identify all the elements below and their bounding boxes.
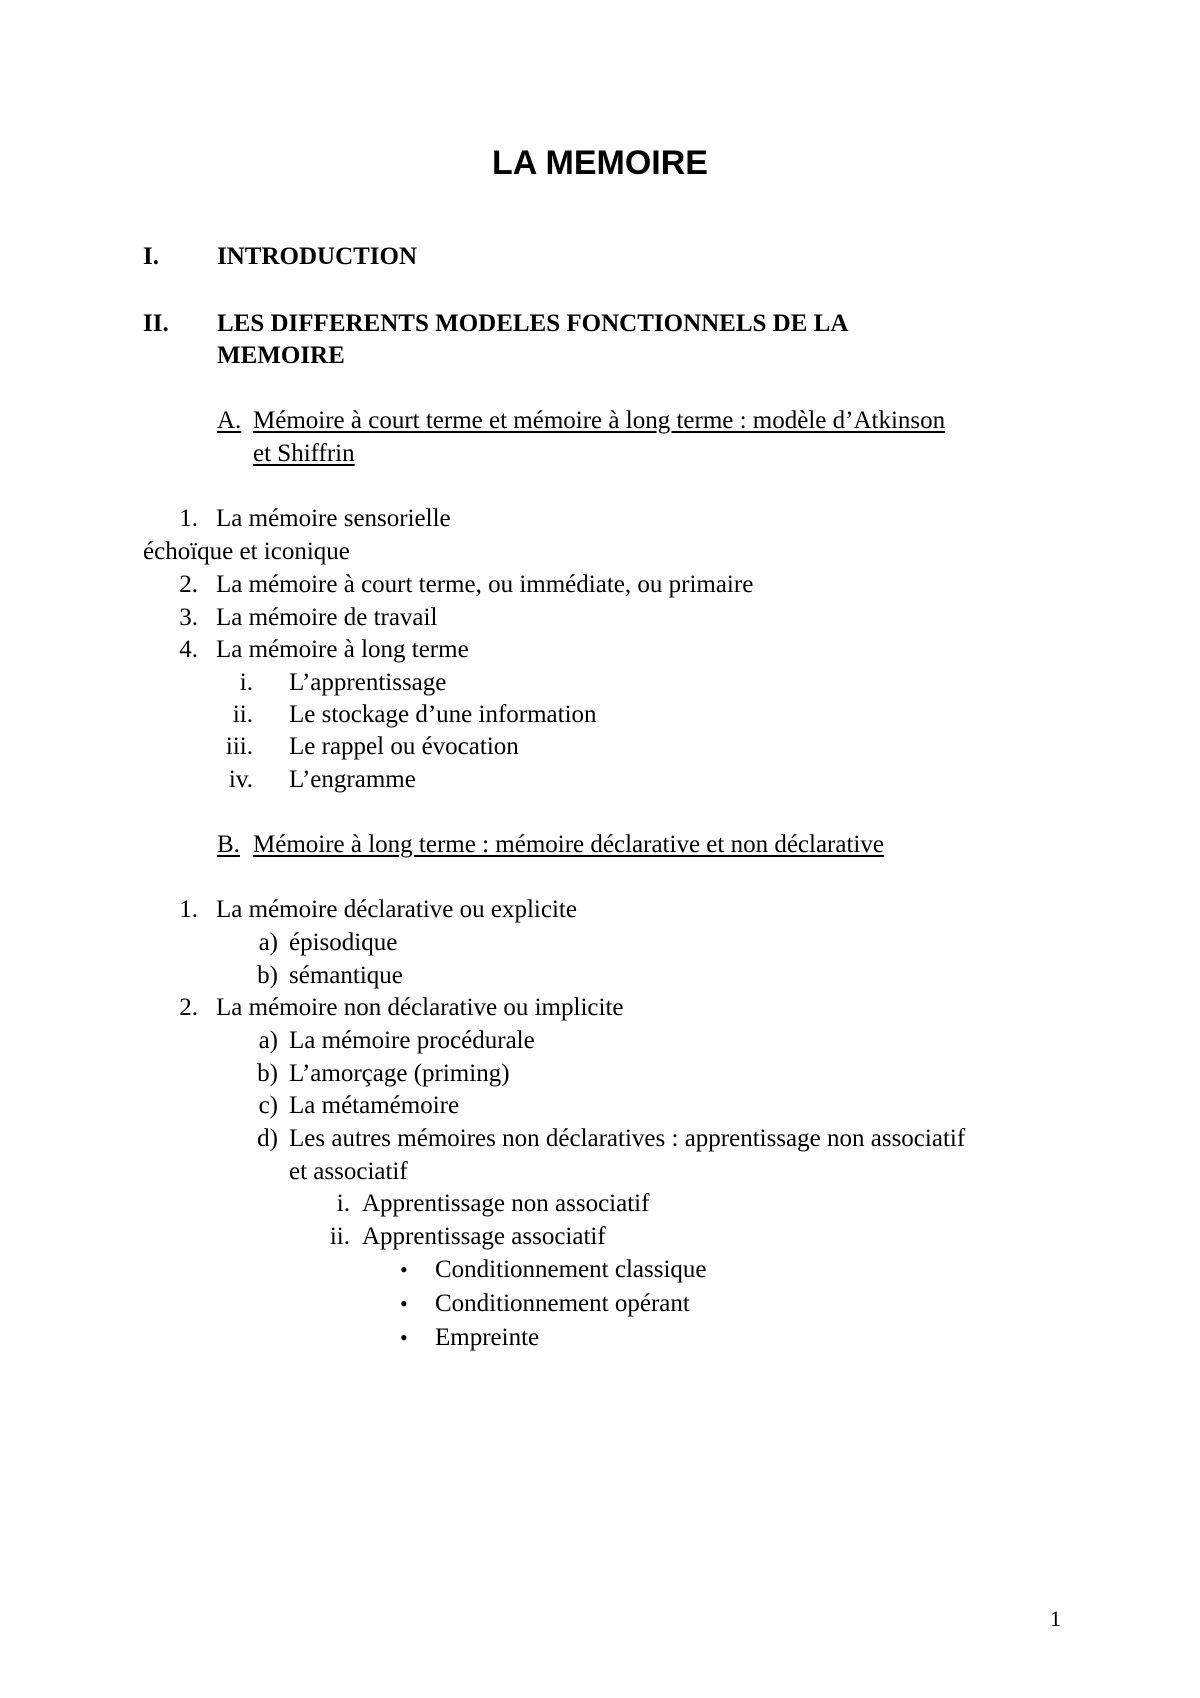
sub-list-item: L’amorçage (priming) — [289, 1060, 510, 1087]
sub-list-item-continuation: et associatif — [289, 1158, 408, 1185]
list-number: 2. — [179, 571, 198, 598]
list-item: La mémoire déclarative ou explicite — [216, 896, 577, 923]
list-item: La mémoire à court terme, ou immédiate, ou primaire — [216, 571, 754, 598]
list-number: 2. — [179, 994, 198, 1021]
subsection-a-heading-line1: Mémoire à court terme et mémoire à long terme : modèle d’Atkinson — [253, 407, 946, 434]
subsection-b-letter: B. — [217, 831, 240, 858]
roman-numeral: ii. — [329, 1223, 350, 1250]
list-number: 1. — [179, 505, 198, 532]
roman-numeral: i. — [336, 1190, 350, 1217]
letter-label: d) — [257, 1125, 278, 1152]
roman-numeral: ii. — [232, 701, 253, 728]
sub-list-item: épisodique — [289, 929, 398, 956]
sub-list-item: sémantique — [289, 962, 403, 989]
sub-list-item: Les autres mémoires non déclaratives : apprentissage non associatif — [289, 1125, 966, 1152]
subsection-b-heading: Mémoire à long terme : mémoire déclarative et non déclarative — [253, 831, 884, 858]
list-number: 4. — [179, 636, 198, 663]
letter-label: b) — [257, 1060, 278, 1087]
section-2-heading-line1: LES DIFFERENTS MODELES FONCTIONNELS DE LA — [217, 310, 849, 337]
sub-list-item: Le stockage d’une information — [289, 701, 597, 728]
sub-list-item: La mémoire procédurale — [289, 1027, 535, 1054]
roman-numeral: i. — [239, 669, 253, 696]
letter-label: c) — [258, 1092, 278, 1119]
subsection-a-heading-line2: et Shiffrin — [253, 440, 355, 467]
letter-label: a) — [258, 1027, 278, 1054]
list-item-continuation: échoïque et iconique — [143, 538, 350, 565]
list-number: 3. — [179, 604, 198, 631]
bullet-icon: • — [400, 1291, 408, 1316]
list-item: La mémoire non déclarative ou implicite — [216, 994, 624, 1021]
letter-label: a) — [258, 929, 278, 956]
section-2-number: II. — [143, 310, 169, 337]
bullet-icon: • — [400, 1325, 408, 1350]
nested-list-item: Apprentissage non associatif — [362, 1190, 650, 1217]
list-item: La mémoire de travail — [216, 604, 438, 631]
subsection-a-letter: A. — [217, 407, 242, 434]
bullet-item: Conditionnement opérant — [435, 1290, 690, 1317]
bullet-item: Empreinte — [435, 1324, 540, 1351]
nested-list-item: Apprentissage associatif — [362, 1223, 606, 1250]
section-1-number: I. — [143, 243, 159, 270]
section-2-heading-line2: MEMOIRE — [217, 342, 345, 369]
list-item: La mémoire à long terme — [216, 636, 469, 663]
sub-list-item: L’engramme — [289, 766, 416, 793]
section-1-heading: INTRODUCTION — [217, 243, 418, 270]
sub-list-item: L’apprentissage — [289, 669, 447, 696]
bullet-icon: • — [400, 1257, 408, 1282]
roman-numeral: iv. — [228, 766, 253, 793]
list-number: 1. — [179, 896, 198, 923]
bullet-item: Conditionnement classique — [435, 1256, 707, 1283]
sub-list-item: Le rappel ou évocation — [289, 733, 519, 760]
list-item: La mémoire sensorielle — [216, 505, 451, 532]
page-title: LA MEMOIRE — [492, 144, 708, 182]
page-number: 1 — [1050, 1606, 1061, 1631]
sub-list-item: La métamémoire — [289, 1092, 460, 1119]
letter-label: b) — [257, 962, 278, 989]
roman-numeral: iii. — [225, 733, 253, 760]
